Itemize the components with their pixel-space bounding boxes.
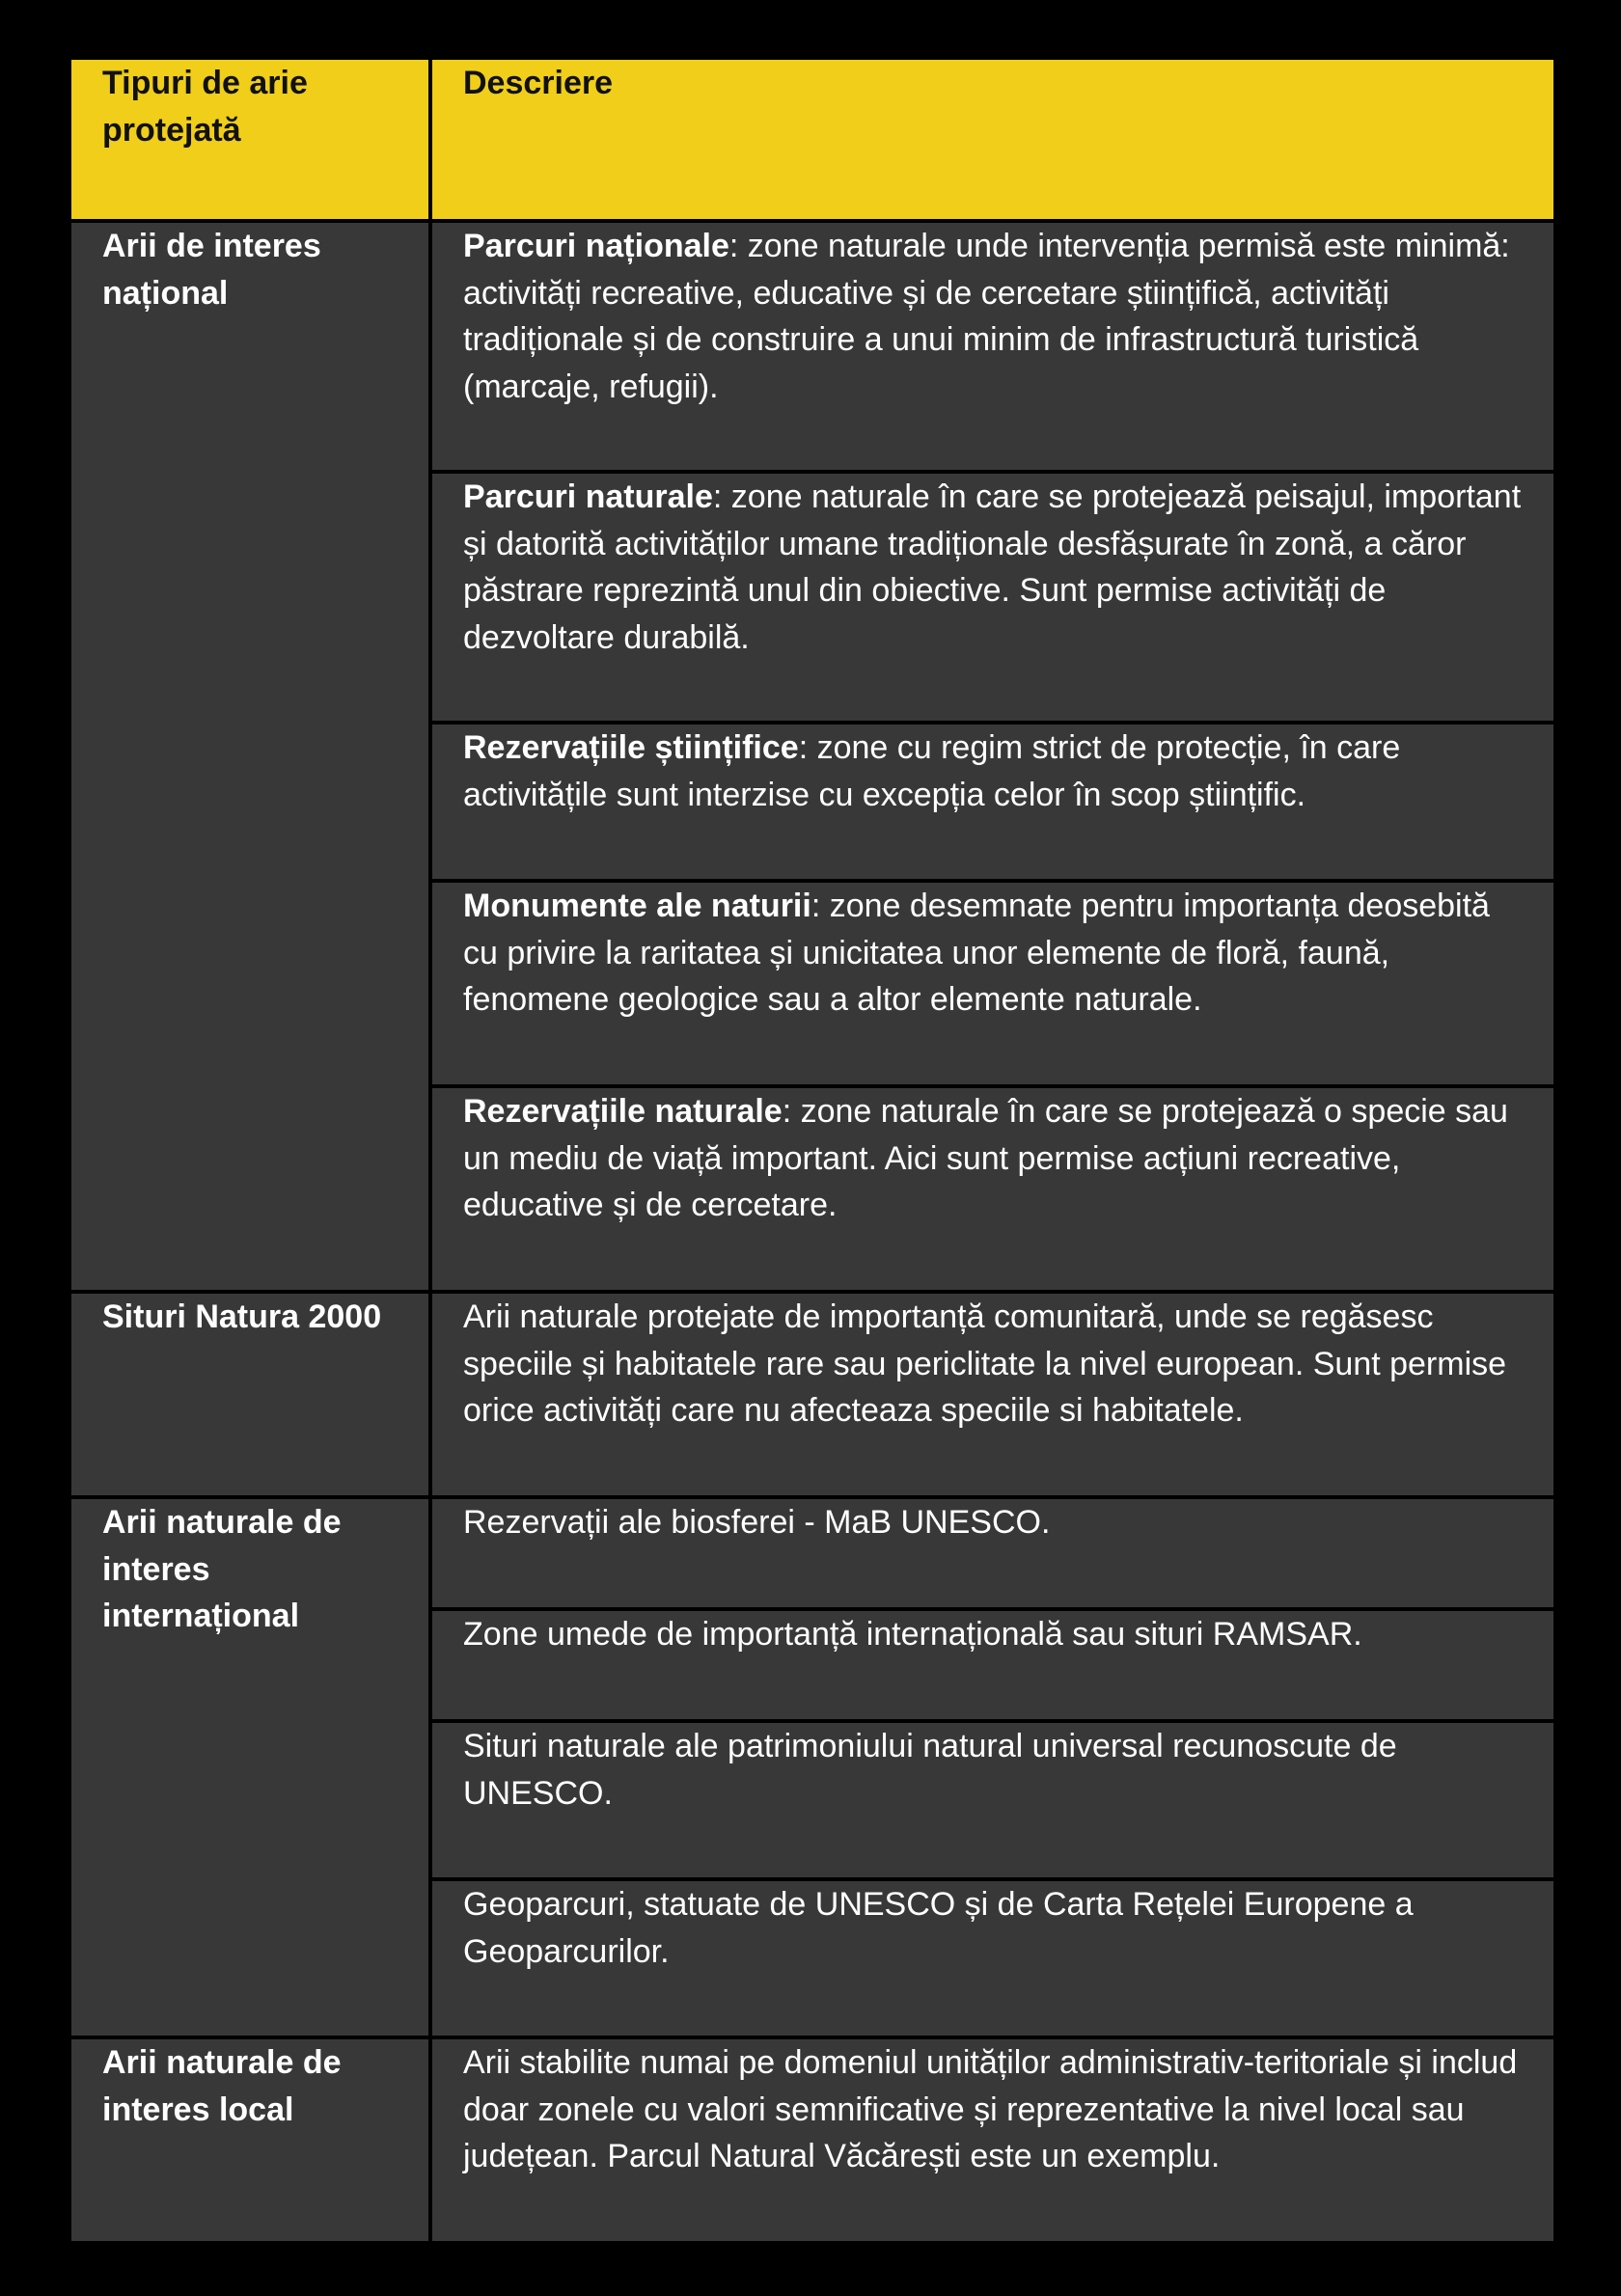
description-cell: Zone umede de importanță internațională sau situri RAMSAR. — [430, 1609, 1555, 1721]
description-cell: Situri naturale ale patrimoniului natural universal recunoscute de UNESCO. — [430, 1721, 1555, 1879]
description-cell: Geoparcuri, statuate de UNESCO și de Carta Rețelei Europene a Geoparcurilor. — [430, 1879, 1555, 2037]
table-row — [69, 1292, 1555, 1497]
type-cell-international: Arii naturale de interes internațional — [69, 1497, 430, 2037]
description-text: : zone naturale unde intervenția permisă este minimă: activități recreative, educative și de cercetare științifică, activități tradiționale și de construire a unui minim de infrastructură turistică (marcaje, refugii). — [463, 228, 1510, 405]
description-cell — [430, 1086, 1555, 1292]
header-description-column: Descriere — [430, 58, 1555, 221]
description-cell: Arii naturale protejate de importanță comunitară, unde se regăsesc speciile și habitatele rare sau periclitate la nivel european. Sunt permise orice activități care nu afecteaza speciile si habitatele. — [430, 1292, 1555, 1497]
type-cell-local: Arii naturale de interes local — [69, 2037, 430, 2243]
description-cell — [430, 472, 1555, 723]
table-row — [69, 1497, 1555, 1609]
term-label: Monumente ale naturii — [463, 888, 811, 924]
description-cell — [430, 221, 1555, 472]
table-row — [69, 221, 1555, 472]
protected-areas-table — [68, 56, 1557, 2245]
header-type-column: Tipuri de arie protejată — [69, 58, 430, 221]
description-text: : zone naturale în care se protejează peisajul, important și datorită activităților umane tradiționale desfășurate în zonă, a căror păstrare reprezintă unul din obiective. Sunt permise activități de dezvoltare durabilă. — [463, 478, 1522, 656]
term-label: Rezervațiile științifice — [463, 729, 799, 766]
description-cell — [430, 723, 1555, 881]
description-cell: Rezervații ale biosferei - MaB UNESCO. — [430, 1497, 1555, 1609]
description-text: : zone cu regim strict de protecție, în care activitățile sunt interzise cu excepția celor în scop științific. — [463, 729, 1401, 813]
description-text: : zone naturale în care se protejează o specie sau un mediu de viață important. Aici sunt permise acțiuni recreative, educative și de cercetare. — [463, 1093, 1508, 1223]
description-text: : zone desemnate pentru importanța deosebită cu privire la raritatea și unicitatea unor elemente de floră, faună, fenomene geologice sau a altor elemente naturale. — [463, 888, 1490, 1018]
term-label: Rezervațiile naturale — [463, 1093, 783, 1130]
type-cell-natura-2000: Situri Natura 2000 — [69, 1292, 430, 1497]
type-cell-national: Arii de interes național — [69, 221, 430, 1292]
table-row — [69, 2037, 1555, 2243]
term-label: Parcuri naturale — [463, 478, 713, 515]
description-cell — [430, 881, 1555, 1086]
header-row — [69, 58, 1555, 221]
description-cell: Arii stabilite numai pe domeniul unităților administrativ-teritoriale și includ doar zonele cu valori semnificative și reprezentative la nivel local sau județean. Parcul Natural Văcărești este un exemplu. — [430, 2037, 1555, 2243]
term-label: Parcuri naționale — [463, 228, 729, 264]
